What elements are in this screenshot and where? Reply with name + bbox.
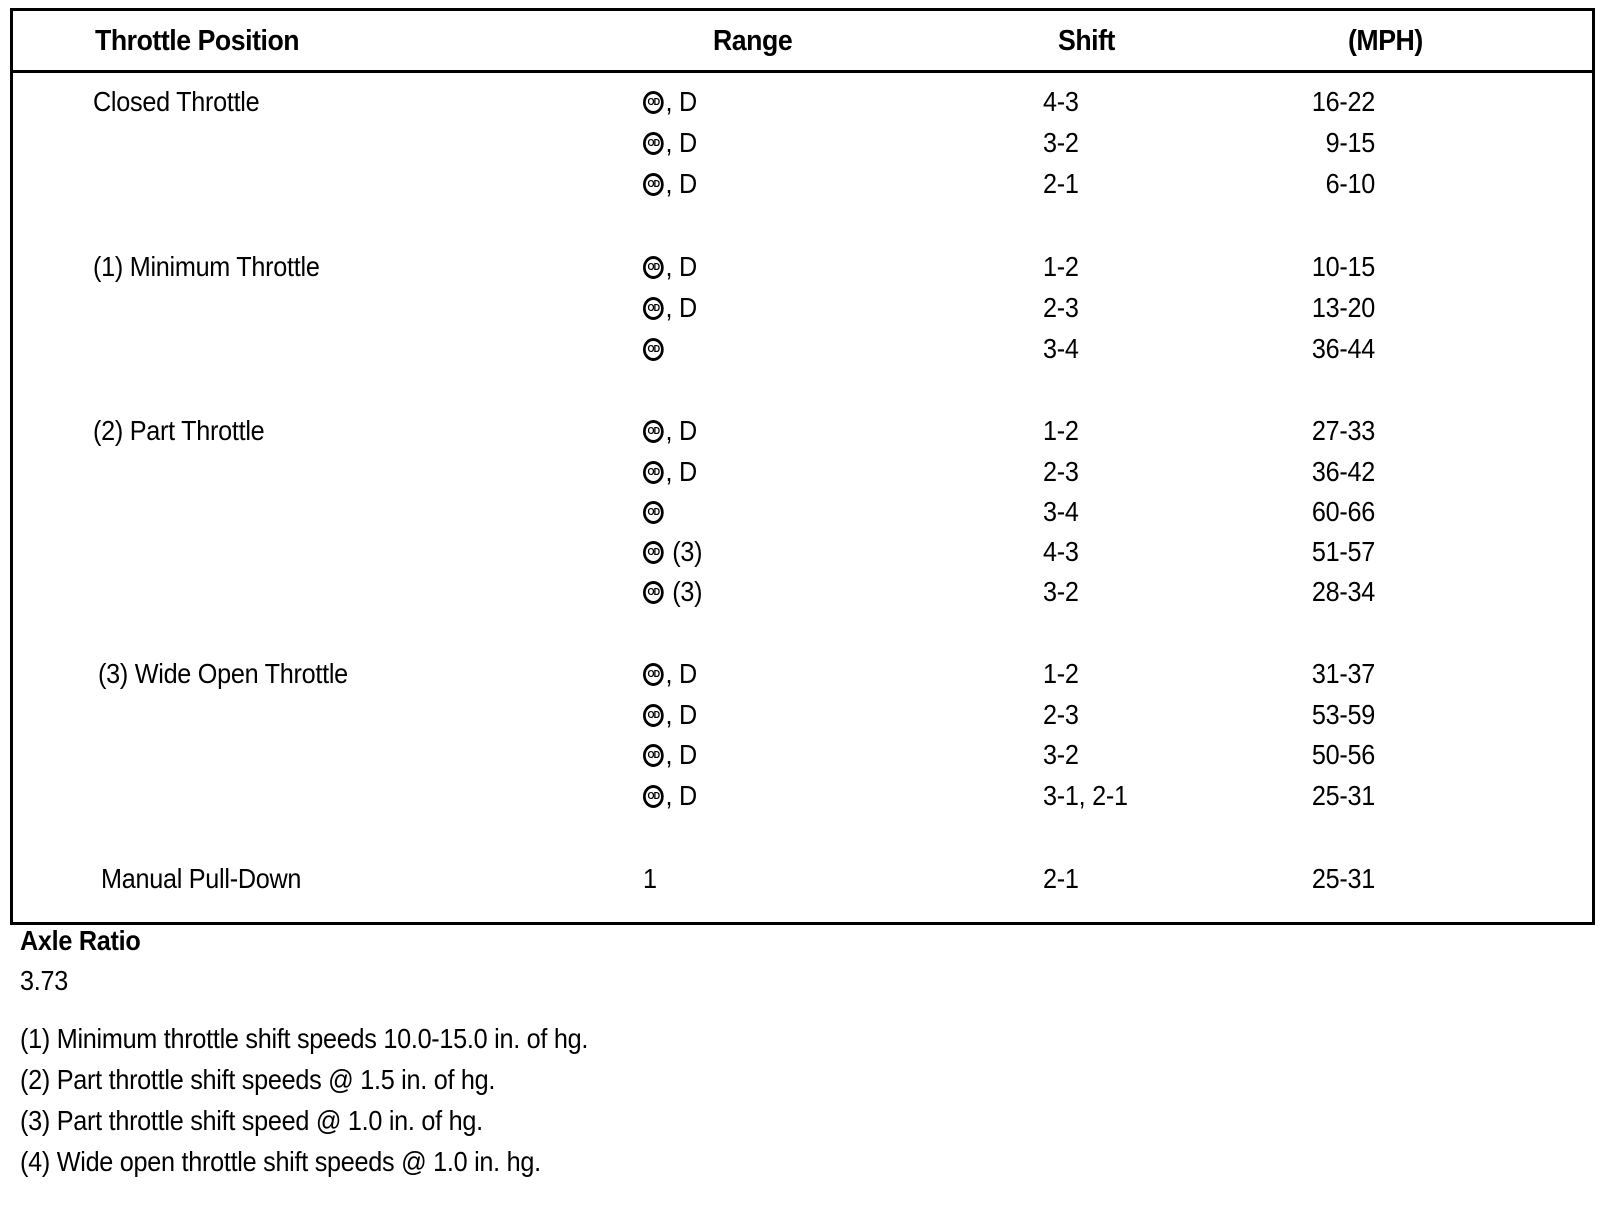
cell-mph: 6-10 — [1325, 168, 1375, 199]
cell-range-text: , D — [665, 699, 697, 730]
cell-throttle-position: Manual Pull-Down — [101, 863, 302, 894]
cell-range-text: , D — [665, 251, 697, 282]
shift-speed-table — [10, 8, 1595, 925]
footnote-2: (2) Part throttle shift speeds @ 1.5 in. of hg. — [20, 1064, 496, 1095]
overdrive-circle-icon — [643, 663, 664, 686]
cell-range — [643, 576, 702, 608]
overdrive-circle-icon — [643, 91, 664, 114]
cell-mph: 10-15 — [1311, 251, 1375, 282]
cell-mph: 36-42 — [1311, 456, 1375, 487]
overdrive-circle-icon — [643, 581, 664, 604]
cell-mph: 36-44 — [1311, 333, 1375, 364]
cell-range — [643, 251, 697, 283]
axle-ratio-label: Axle Ratio — [20, 925, 141, 956]
cell-range-text: , D — [665, 780, 697, 811]
cell-shift: 1-2 — [1043, 415, 1079, 446]
overdrive-circle-icon — [643, 338, 664, 361]
footnote-1: (1) Minimum throttle shift speeds 10.0-15.0 in. of hg. — [20, 1023, 589, 1054]
cell-range — [643, 292, 697, 324]
overdrive-circle-icon — [643, 541, 664, 564]
cell-range — [643, 863, 657, 895]
axle-ratio-value: 3.73 — [20, 965, 68, 996]
cell-shift: 1-2 — [1043, 251, 1079, 282]
overdrive-circle-icon — [643, 132, 664, 155]
cell-range — [643, 536, 702, 568]
cell-range-text: , D — [665, 292, 697, 323]
cell-shift: 3-1, 2-1 — [1043, 780, 1128, 811]
cell-range — [643, 658, 697, 690]
header-throttle-position: Throttle Position — [95, 25, 300, 57]
cell-mph: 27-33 — [1311, 415, 1375, 446]
cell-shift: 2-3 — [1043, 292, 1079, 323]
cell-mph: 51-57 — [1311, 536, 1375, 567]
cell-shift: 2-3 — [1043, 456, 1079, 487]
cell-range — [643, 780, 697, 812]
cell-shift: 1-2 — [1043, 658, 1079, 689]
cell-range — [643, 86, 697, 118]
cell-range-text: (3) — [665, 536, 703, 567]
cell-mph: 9-15 — [1325, 127, 1375, 158]
footnote-3: (3) Part throttle shift speed @ 1.0 in. of hg. — [20, 1105, 483, 1136]
cell-range-text: , D — [665, 658, 697, 689]
cell-range-text: , D — [665, 168, 697, 199]
cell-shift: 2-1 — [1043, 863, 1079, 894]
cell-mph: 53-59 — [1311, 699, 1375, 730]
cell-throttle-position: (1) Minimum Throttle — [93, 251, 320, 282]
cell-range-text: (3) — [665, 576, 703, 607]
cell-shift: 3-2 — [1043, 127, 1079, 158]
cell-shift: 3-4 — [1043, 496, 1079, 527]
cell-range — [643, 739, 697, 771]
overdrive-circle-icon — [643, 256, 664, 279]
cell-range — [643, 699, 697, 731]
overdrive-circle-icon — [643, 785, 664, 808]
cell-shift: 3-4 — [1043, 333, 1079, 364]
cell-shift: 3-2 — [1043, 739, 1079, 770]
header-shift: Shift — [1058, 25, 1115, 57]
cell-range — [643, 168, 697, 200]
cell-shift: 4-3 — [1043, 536, 1079, 567]
cell-mph: 50-56 — [1311, 739, 1375, 770]
cell-range — [643, 333, 666, 365]
overdrive-circle-icon — [643, 501, 664, 524]
cell-shift: 4-3 — [1043, 86, 1079, 117]
overdrive-circle-icon — [643, 173, 664, 196]
cell-range-text: , D — [665, 127, 697, 158]
footnote-4: (4) Wide open throttle shift speeds @ 1.0 in. hg. — [20, 1146, 541, 1177]
overdrive-circle-icon — [643, 297, 664, 320]
cell-range — [643, 496, 666, 528]
cell-mph: 31-37 — [1311, 658, 1375, 689]
cell-range-text: , D — [665, 415, 697, 446]
cell-range — [643, 127, 697, 159]
cell-range — [643, 415, 697, 447]
overdrive-circle-icon — [643, 420, 664, 443]
overdrive-circle-icon — [643, 461, 664, 484]
cell-throttle-position: Closed Throttle — [93, 86, 260, 117]
cell-range-text: , D — [665, 456, 697, 487]
cell-shift: 2-3 — [1043, 699, 1079, 730]
cell-range — [643, 456, 697, 488]
header-mph: (MPH) — [1348, 25, 1423, 57]
overdrive-circle-icon — [643, 744, 664, 767]
cell-range-text: , D — [665, 86, 697, 117]
cell-range-text: 1 — [643, 863, 657, 894]
table-header-row — [13, 11, 1592, 73]
cell-throttle-position: (2) Part Throttle — [93, 415, 265, 446]
cell-mph: 28-34 — [1311, 576, 1375, 607]
cell-shift: 3-2 — [1043, 576, 1079, 607]
cell-mph: 60-66 — [1311, 496, 1375, 527]
header-range: Range — [713, 25, 793, 57]
cell-throttle-position: (3) Wide Open Throttle — [98, 658, 348, 689]
cell-mph: 16-22 — [1311, 86, 1375, 117]
cell-shift: 2-1 — [1043, 168, 1079, 199]
cell-mph: 25-31 — [1311, 780, 1375, 811]
cell-range-text: , D — [665, 739, 697, 770]
cell-mph: 13-20 — [1311, 292, 1375, 323]
overdrive-circle-icon — [643, 704, 664, 727]
cell-mph: 25-31 — [1311, 863, 1375, 894]
